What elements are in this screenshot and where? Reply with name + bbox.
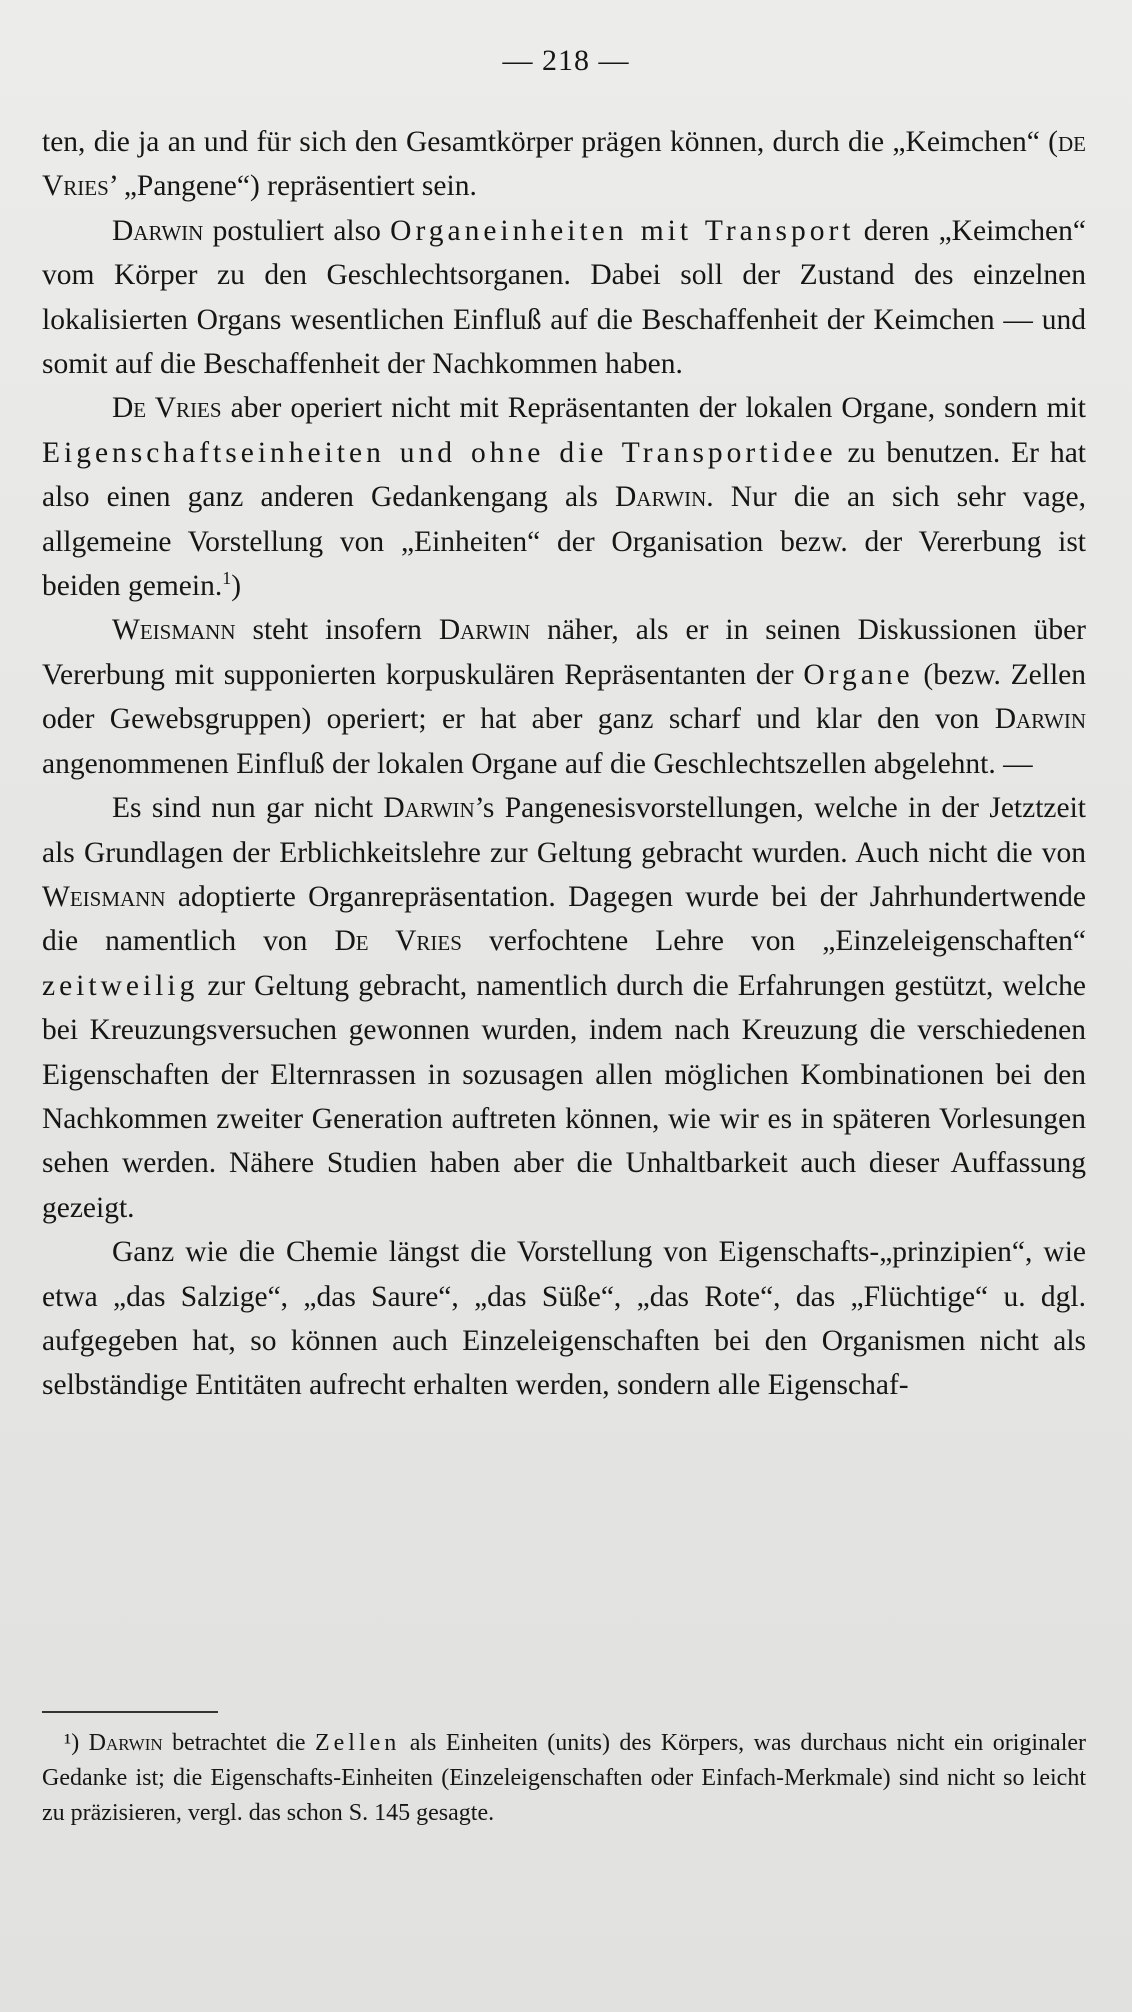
text-run: aber operiert nicht mit Repräsentanten der lokalen Organe, sondern mit bbox=[221, 392, 1086, 425]
emphasis-spaced: Eigenschaftseinheiten und ohne die Transportidee bbox=[42, 436, 837, 469]
author-name: Darwin bbox=[614, 481, 707, 514]
author-name: De Vries bbox=[334, 925, 462, 958]
text-run: steht insofern bbox=[235, 614, 439, 647]
author-name: De Vries bbox=[112, 392, 222, 425]
footnote-divider bbox=[42, 1711, 218, 1713]
footnote-marker: ¹) bbox=[64, 1730, 89, 1756]
page-number: — 218 — bbox=[502, 44, 630, 77]
paragraph-1 bbox=[42, 120, 1086, 209]
emphasis-spaced: Zellen bbox=[314, 1730, 401, 1756]
text-run: Ganz wie die Chemie längst die Vorstellung von Eigenschafts-„prinzipien“, wie etwa „das Salzige“, „das Saure“, „das Süße“, „das Rote“, das „Flüchtige“ u. dgl. aufgegeben hat, so können auch Einzeleigenschaften bei den Organismen nicht als selbständige Entitäten aufrecht erhalten werden, sondern alle Eigenschaf- bbox=[42, 1236, 1086, 1402]
emphasis-spaced: zeitweilig bbox=[42, 969, 199, 1002]
text-run: angenommenen Einfluß der lokalen Organe auf die Geschlechtszellen abgelehnt. — bbox=[42, 747, 1033, 780]
author-name: de Vries bbox=[42, 126, 1086, 203]
author-name: Darwin bbox=[112, 214, 204, 247]
footnote-1 bbox=[42, 1726, 1086, 1830]
main-text bbox=[42, 120, 1086, 1408]
text-run: ’s Pangenesisvorstellungen, welche in der Jetztzeit als Grundlagen der Erblichkeitslehre zur Geltung gebracht wurden. Auch nicht die von bbox=[42, 792, 1086, 869]
text-run: (bezw. Zellen oder Gewebsgruppen) operiert; er hat aber ganz scharf und klar den von bbox=[42, 658, 1087, 736]
emphasis-spaced: Organe bbox=[803, 658, 914, 691]
paragraph-6 bbox=[42, 1230, 1086, 1408]
author-name: Darwin bbox=[994, 703, 1086, 736]
text-run: zur Geltung gebracht, namentlich durch die Erfahrungen gestützt, welche bei Kreuzungsversuchen gewonnen wurden, indem nach Kreuzung die verschiedenen Eigenschaften der Elternrassen in sozusagen allen möglichen Kombinationen bei den Nachkommen zweiter Generation auftreten können, wie wir es in späteren Vorlesungen sehen werden. Nähere Studien haben aber die Unhaltbarkeit auch dieser Auffassung gezeigt. bbox=[42, 969, 1086, 1224]
paragraph-4 bbox=[42, 608, 1086, 786]
author-name: Weismann bbox=[112, 614, 236, 647]
text-run: näher, als er in seinen Diskussionen über Vererbung mit supponierten korpuskulären Repräsentanten der bbox=[42, 614, 1086, 691]
author-name: Weismann bbox=[42, 880, 166, 913]
paragraph-3 bbox=[42, 386, 1086, 608]
footnote-marker: 1 bbox=[222, 568, 232, 589]
author-name: Darwin bbox=[438, 614, 531, 647]
text-run: verfochtene Lehre von „Einzeleigenschaften“ bbox=[461, 925, 1087, 958]
author-name: Darwin bbox=[88, 1730, 163, 1756]
text-run: zu benutzen. Er hat also einen ganz anderen Gedankengang als bbox=[42, 436, 1086, 514]
text-run: deren „Keimchen“ vom Körper zu den Geschlechtsorganen. Dabei soll der Zustand des einzelnen lokalisierten Organs wesentlichen Einfluß auf die Beschaffenheit der Keimchen — und somit auf die Beschaffenheit der Nachkommen haben. bbox=[42, 214, 1086, 381]
text-run: postuliert also bbox=[203, 214, 391, 247]
footnotes bbox=[42, 1726, 1086, 1830]
text-run: ’ „Pangene“) repräsentiert sein. bbox=[108, 170, 477, 203]
text-run: als Einheiten (units) des Körpers, was durchaus nicht ein originaler Gedanke ist; die Eigenschafts-Einheiten (Einzeleigenschaften oder Einfach-Merkmale) sind nicht so leicht zu präzisieren, vergl. das schon S. 145 gesagte. bbox=[42, 1730, 1087, 1826]
author-name: Darwin bbox=[383, 792, 475, 825]
text-run: ten, die ja an und für sich den Gesamtkörper prägen können, durch die „Keimchen“ ( bbox=[42, 126, 1058, 158]
text-run: . Nur die an sich sehr vage, allgemeine Vorstellung von „Einheiten“ der Organisation bezw. der Vererbung ist beiden gemein. bbox=[42, 481, 1086, 603]
text-run: ) bbox=[231, 570, 242, 603]
text-run: Es sind nun gar nicht bbox=[112, 792, 384, 825]
emphasis-spaced: Organeinheiten mit Transport bbox=[390, 214, 855, 247]
paragraph-5 bbox=[42, 786, 1086, 1230]
text-run: betrachtet die bbox=[162, 1730, 315, 1756]
text-run: adoptierte Organrepräsentation. Dagegen wurde bei der Jahrhundertwende die namentlich von bbox=[42, 880, 1086, 958]
paragraph-2 bbox=[42, 209, 1086, 387]
